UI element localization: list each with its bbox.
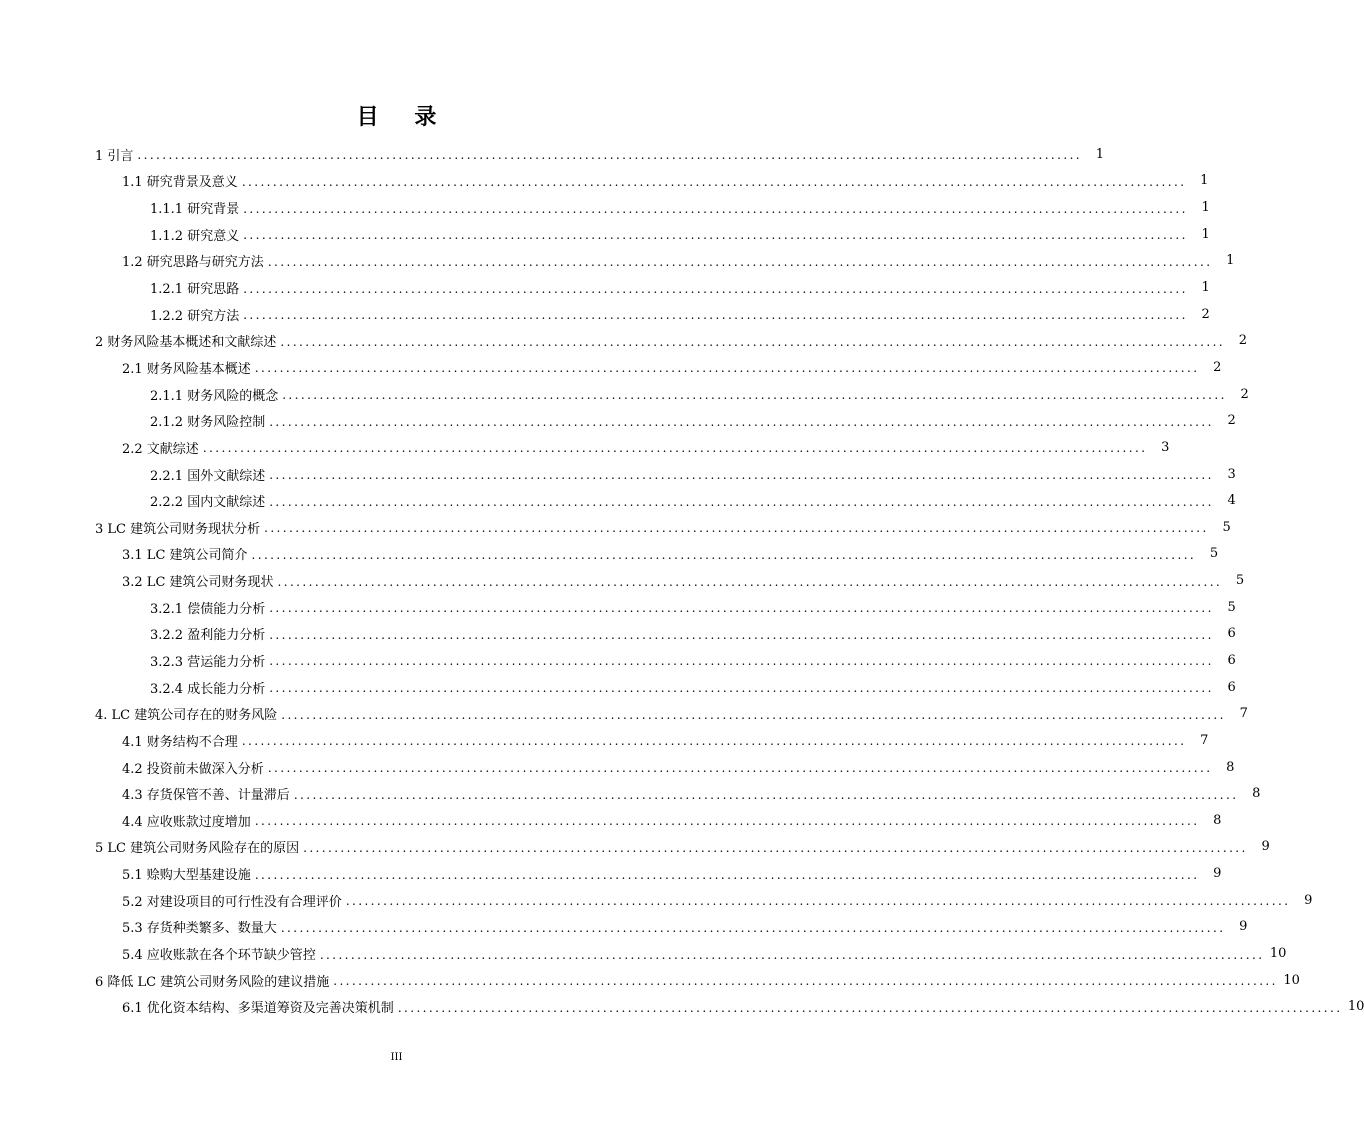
toc-entry-label: 6 降低 LC 建筑公司财务风险的建议措施	[95, 974, 330, 990]
toc-entry[interactable]	[95, 541, 1219, 568]
toc-title: 目 录	[356, 104, 451, 130]
toc-entry-page: 3	[1161, 439, 1170, 455]
toc-entry-page: 2	[1227, 413, 1236, 429]
toc-entry-leader: ........................................................................................................................................................	[254, 867, 1200, 882]
toc-entry-leader: ........................................................................................................................................................	[269, 414, 1214, 429]
toc-entry-leader: ........................................................................................................................................................	[269, 468, 1214, 482]
toc-entry[interactable]	[95, 301, 1210, 328]
toc-entry-leader: ........................................................................................................................................................	[254, 814, 1200, 829]
toc-entry-label: 4.3 存货保管不善、计量滞后	[122, 788, 290, 804]
toc-entry[interactable]	[95, 780, 1261, 807]
toc-entry-page: 2	[1238, 333, 1248, 349]
toc-entry-page: 1	[1201, 280, 1210, 296]
toc-entry-page: 6	[1227, 652, 1236, 668]
toc-entry-leader: ........................................................................................................................................................	[243, 228, 1188, 243]
toc-entry-label: 2.1 财务风险基本概述	[122, 361, 251, 377]
toc-entry-leader: ........................................................................................................................................................	[269, 601, 1214, 616]
toc-entry-leader: ........................................................................................................................................................	[269, 654, 1214, 669]
toc-entry-leader: ........................................................................................................................................................	[251, 547, 1197, 562]
toc-entry-page: 8	[1226, 759, 1235, 775]
toc-entry-label: 1.2.1 研究思路	[150, 282, 240, 298]
toc-entry-label: 5 LC 建筑公司财务风险存在的原因	[95, 841, 300, 857]
toc-entry-page: 9	[1213, 866, 1222, 882]
toc-entry-page: 6	[1227, 626, 1236, 642]
toc-entry[interactable]	[95, 700, 1248, 727]
toc-entry-label: 2.2.2 国内文献综述	[150, 495, 266, 511]
toc-entry-label: 3.2.2 盈利能力分析	[150, 628, 266, 644]
toc-entry-leader: ........................................................................................................................................................	[333, 974, 1278, 989]
toc-entry-leader: ........................................................................................................................................................	[293, 787, 1239, 802]
toc-entry[interactable]	[95, 621, 1236, 648]
toc-entry-page: 5	[1222, 519, 1231, 535]
toc-entry-page: 9	[1261, 839, 1270, 855]
toc-entry-page: 4	[1227, 493, 1236, 509]
toc-entry-label: 6.1 优化资本结构、多渠道筹资及完善决策机制	[122, 1001, 394, 1017]
toc-entry-page: 2	[1201, 306, 1210, 322]
toc-entry-leader: ........................................................................................................................................................	[202, 441, 1148, 456]
toc-entry-label: 2.2.1 国外文献综述	[150, 468, 266, 484]
toc-entry-label: 3.2.4 成长能力分析	[150, 681, 266, 697]
toc-entry-page: 1	[1200, 173, 1209, 189]
toc-entry-leader: ........................................................................................................................................................	[345, 894, 1291, 909]
toc-entry-label: 1 引言	[95, 148, 134, 164]
toc-entry-page: 10	[1283, 972, 1300, 988]
toc-entry-leader: ........................................................................................................................................................	[269, 681, 1214, 696]
toc-entry-page: 7	[1200, 732, 1209, 748]
toc-entry[interactable]	[95, 461, 1236, 488]
toc-entry-label: 1.1 研究背景及意义	[122, 175, 238, 191]
toc-entry-leader: ........................................................................................................................................................	[280, 920, 1226, 935]
toc-entry-leader: ........................................................................................................................................................	[281, 707, 1226, 722]
toc-entry-page: 8	[1252, 786, 1261, 802]
toc-entry-leader: ........................................................................................................................................................	[243, 201, 1188, 216]
toc-entry[interactable]	[95, 994, 1364, 1021]
toc-entry-leader: ........................................................................................................................................................	[277, 574, 1223, 589]
toc-entry[interactable]	[95, 967, 1300, 994]
toc-entry[interactable]	[95, 594, 1236, 621]
toc-entry[interactable]	[95, 248, 1235, 275]
toc-entry-page: 10	[1269, 946, 1287, 962]
toc-entry-label: 1.1.1 研究背景	[150, 202, 240, 218]
toc-entry-page: 1	[1201, 226, 1210, 242]
toc-entry[interactable]	[95, 168, 1209, 195]
toc-entry-leader: ........................................................................................................................................................	[137, 148, 1083, 163]
toc-entry[interactable]	[95, 914, 1248, 941]
toc-entry[interactable]	[95, 754, 1235, 781]
toc-entry-leader: ........................................................................................................................................................	[282, 388, 1227, 403]
toc-entry[interactable]	[95, 434, 1170, 461]
toc-entry-leader: ........................................................................................................................................................	[243, 281, 1188, 296]
toc-entry[interactable]	[95, 221, 1210, 248]
toc-entry[interactable]	[95, 940, 1287, 967]
page-number: III	[390, 1052, 403, 1063]
toc-entry-page: 9	[1239, 919, 1248, 935]
toc-entry-page: 8	[1213, 812, 1222, 828]
toc-entry-leader: ........................................................................................................................................................	[267, 761, 1213, 776]
toc-entry-page: 5	[1235, 573, 1245, 589]
toc-entry-page: 7	[1239, 706, 1248, 722]
toc-entry-label: 3 LC 建筑公司财务现状分析	[95, 521, 261, 537]
toc-entry-label: 4.4 应收账款过度增加	[122, 814, 251, 830]
toc-entry[interactable]	[95, 674, 1236, 701]
toc-entry-label: 5.1 赊购大型基建设施	[122, 868, 251, 884]
toc-entry[interactable]	[95, 647, 1236, 674]
toc-entry-leader: ........................................................................................................................................................	[243, 308, 1188, 323]
toc-entry-leader: ........................................................................................................................................................	[264, 521, 1209, 536]
toc-entry-label: 2.1.1 财务风险的概念	[150, 388, 279, 404]
toc-entry-label: 4.2 投资前未做深入分析	[122, 761, 264, 777]
toc-entry[interactable]	[95, 327, 1248, 354]
toc-entry-page: 6	[1227, 679, 1236, 695]
toc-entry-page: 5	[1209, 546, 1219, 562]
toc-entry-page: 5	[1227, 599, 1236, 615]
toc-entry[interactable]	[95, 887, 1313, 914]
toc-entry-leader: ........................................................................................................................................................	[280, 334, 1226, 349]
toc-entry-page: 1	[1095, 146, 1105, 162]
toc-entry[interactable]	[95, 567, 1245, 594]
toc-entry[interactable]	[95, 194, 1210, 221]
toc-entry-page: 1	[1226, 253, 1235, 269]
toc-entry[interactable]	[95, 354, 1222, 381]
toc-entry[interactable]	[95, 141, 1105, 168]
toc-entry-page: 2	[1240, 386, 1249, 402]
toc-entry-label: 2 财务风险基本概述和文献综述	[95, 335, 277, 351]
toc-entry[interactable]	[95, 860, 1222, 887]
toc-entry-page: 9	[1304, 892, 1313, 908]
toc-entry-label: 4.1 财务结构不合理	[122, 734, 238, 750]
toc-entry-label: 5.2 对建设项目的可行性没有合理评价	[122, 894, 342, 910]
toc-entry-leader: ........................................................................................................................................................	[303, 840, 1248, 855]
toc-entry-label: 1.2.2 研究方法	[150, 308, 240, 324]
toc-entry-leader: ........................................................................................................................................................	[397, 1000, 1343, 1015]
toc-entry-label: 3.1 LC 建筑公司简介	[122, 548, 248, 564]
toc-entry-label: 3.2.3 营运能力分析	[150, 654, 266, 670]
toc-entry-label: 2.2 文献综述	[122, 441, 199, 457]
toc-entry-label: 1.1.2 研究意义	[150, 228, 240, 244]
toc-entry[interactable]	[95, 487, 1236, 514]
toc-entry-label: 5.3 存货种类繁多、数量大	[122, 921, 277, 937]
toc-entry-page: 2	[1213, 359, 1222, 375]
toc-entry-leader: ........................................................................................................................................................	[269, 627, 1214, 642]
toc-entry-page: 1	[1201, 200, 1210, 216]
toc-entry-label: 3.2 LC 建筑公司财务现状	[122, 575, 274, 591]
toc-entry[interactable]	[95, 834, 1270, 861]
toc-entry-label: 3.2.1 偿债能力分析	[150, 601, 266, 617]
toc-entry-leader: ........................................................................................................................................................	[319, 947, 1265, 962]
toc-entry[interactable]	[95, 727, 1209, 754]
toc-entry-label: 2.1.2 财务风险控制	[150, 415, 266, 431]
toc-entry[interactable]	[95, 274, 1210, 301]
toc-entry-label: 5.4 应收账款在各个环节缺少管控	[122, 948, 316, 964]
toc-entry-leader: ........................................................................................................................................................	[241, 174, 1187, 189]
toc-entry-leader: ........................................................................................................................................................	[241, 734, 1187, 749]
toc-entry-leader: ........................................................................................................................................................	[254, 361, 1200, 376]
toc-entry[interactable]	[95, 807, 1222, 834]
toc-entry[interactable]	[95, 381, 1249, 408]
toc-entry-label: 4. LC 建筑公司存在的财务风险	[95, 708, 278, 724]
toc-entry-page: 3	[1227, 466, 1236, 482]
toc-entry-label: 1.2 研究思路与研究方法	[122, 255, 264, 271]
toc-entry[interactable]	[95, 407, 1236, 434]
toc-entry-page: 10	[1347, 999, 1364, 1015]
toc-entry[interactable]	[95, 514, 1231, 541]
toc-entry-leader: ........................................................................................................................................................	[267, 254, 1213, 269]
toc-entry-leader: ........................................................................................................................................................	[269, 494, 1214, 509]
toc-list	[95, 141, 1364, 1020]
